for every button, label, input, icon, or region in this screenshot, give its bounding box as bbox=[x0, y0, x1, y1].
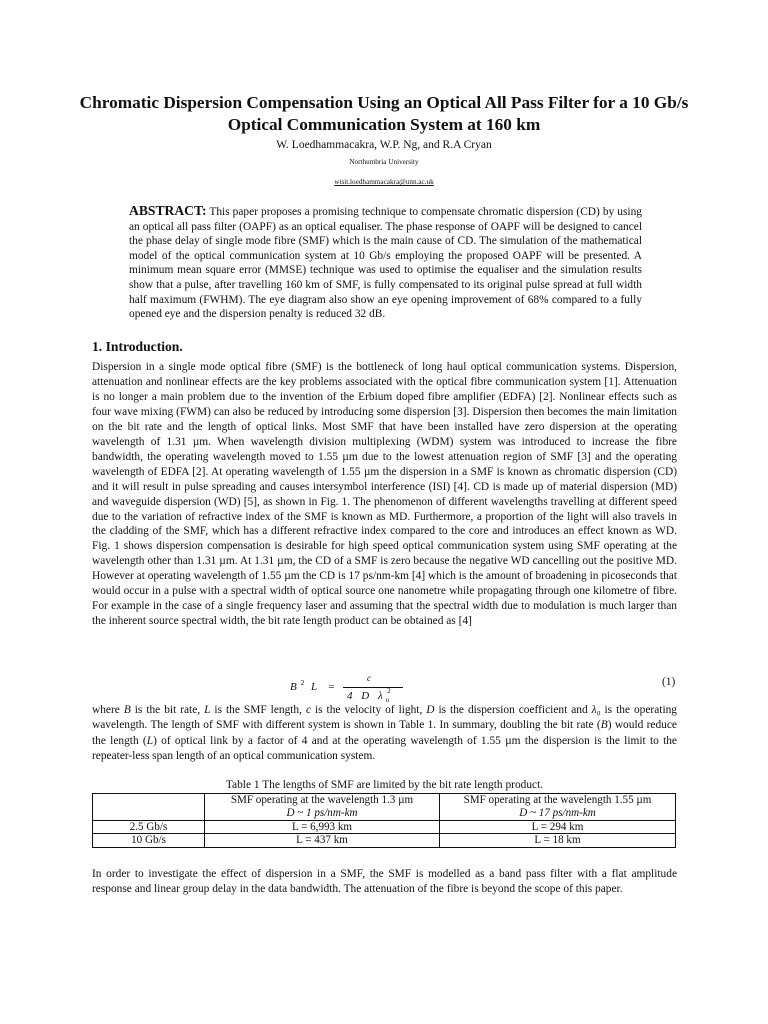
fraction-bar bbox=[343, 687, 403, 688]
smf-length-table bbox=[92, 793, 676, 848]
intro-paragraph-2: where B is the bit rate, L is the SMF length, c is the velocity of light, D is the dispersion coefficient and λ₀ is the operating wavelength. The length of SMF with different system is shown in Table 1. In summary, doubling the bit rate (B) would reduce the length (L) of optical link by a factor of 4 and at the operating wavelength of 1.55 µm the dispersion is the limit to the repeater-less span length of an optical communication system. bbox=[92, 704, 677, 762]
equation-lhs: $B^2$ L = bbox=[290, 679, 340, 693]
table-row bbox=[93, 834, 676, 848]
table-row bbox=[93, 820, 676, 834]
table-header-cell: SMF operating at the wavelength 1.55 µm D ~ 17 ps/nm-km bbox=[440, 794, 676, 821]
abstract bbox=[129, 204, 642, 322]
paper-email bbox=[60, 178, 708, 186]
table-header-cell: SMF operating at the wavelength 1.3 µm D ~ 1 ps/nm-km bbox=[205, 794, 440, 821]
section-heading-introduction: 1. Introduction. bbox=[92, 339, 183, 354]
table-cell: L = 294 km bbox=[440, 820, 676, 834]
table-cell: L = 437 km bbox=[205, 834, 440, 848]
table-cell: 10 Gb/s bbox=[93, 834, 205, 848]
abstract-text: This paper proposes a promising technique to compensate chromatic dispersion (CD) by using an optical all pass filter (OAPF) as an optical equaliser. The phase response of OAPF will be designed to cancel the phase delay of single mode fibre (SMF) which is the main cause of CD. The simulation of the mathematical model of the optical communication system at 10 Gb/s employing the proposed OAPF will be presented. A minimum mean square error (MMSE) technique was used to optimise the equaliser and the simulation results show that a pulse, after travelling 160 km of SMF, is fully compensated to its original pulse spread at full width half maximum (FWHM). The eye diagram also show an eye opening improvement of 68% compared to a fully opened eye and the dispersion penalty is reduced 32 dB. bbox=[129, 206, 642, 321]
table-corner-cell bbox=[93, 794, 205, 821]
equation-1 bbox=[280, 674, 420, 706]
paper-affiliation: Northumbria University bbox=[349, 158, 419, 166]
paper-authors: W. Loedhammacakra, W.P. Ng, and R.A Cryan bbox=[276, 139, 492, 151]
email-link[interactable]: wisit.loedhammacakra@unn.ac.uk bbox=[334, 178, 434, 186]
intro-paragraph-1: Dispersion in a single mode optical fibre (SMF) is the bottleneck of long haul optical communication systems. Dispersion, attenuation and nonlinear effects are the key problems associated with the optical fibre communication system [1]. Attenuation is no longer a main problem due to the invention of the Erbium doped fibre amplifier (EDFA) [2]. Nonlinear effects such as four wave mixing (FWM) can also be reduced by introducing some dispersion [3]. Dispersion then becomes the main limitation on the bit rate and the length of optical links. Most SMF that have been installed have zero dispersion at the operating wavelength of 1.31 µm. When wavelength division multiplexing (WDM) system was introduced to increase the fibre bandwidth, the operating wavelength moved to 1.55 µm due to the lowest attenuation region of SMF [3] and the operating wavelength of EDFA [2]. At operating wavelength of 1.55 µm the dispersion in a SMF is known as chromatic dispersion (CD) and it will result in pulse spreading and causes intersymbol interference (ISI) [4]. CD is made up of material dispersion (MD) and waveguide dispersion (WD) [5], as shown in Fig. 1. The phenomenon of different wavelengths travelling at different speed due to the variation of refractive index of the SMF is known as MD. Furthermore, a proportion of the light will also travels in the cladding of the SMF, which has a different refractive index compared to the core and introduces an effect known as WD. Fig. 1 shows dispersion compensation is desirable for high speed optical communication system using SMF operating at the wavelength other than 1.31 µm. At 1.31 µm, the CD of a SMF is zero because the negative WD cancelling out the positive MD. However at operating wavelength of 1.55 µm the CD is 17 ps/nm-km [4] which is the amount of broadening in picoseconds that would occur in a pulse with a spectral width of optical source one nanometre while propagating through one kilometre of fibre. For example in the case of a single frequency laser and assuming that the spectral width due to modulation is much larger than the inherent source spectral width, the bit rate length product can be obtained as [4] bbox=[92, 361, 677, 628]
table-caption: Table 1 The lengths of SMF are limited by the bit rate length product. bbox=[225, 779, 544, 791]
equation-denominator: 4 D $\lambda_o^2$ bbox=[347, 687, 391, 704]
equation-number: (1) bbox=[662, 676, 676, 688]
table-header-row bbox=[93, 794, 676, 821]
table-cell: L = 6,993 km bbox=[205, 820, 440, 834]
equation-numerator: c bbox=[367, 673, 371, 683]
table-cell: L = 18 km bbox=[440, 834, 676, 848]
abstract-label: ABSTRACT: bbox=[129, 203, 207, 218]
intro-paragraph-3: In order to investigate the effect of dispersion in a SMF, the SMF is modelled as a band pass filter with a flat amplitude response and linear group delay in the data bandwidth. The attenuation of the fibre is beyond the scope of this paper. bbox=[92, 868, 677, 896]
table-cell: 2.5 Gb/s bbox=[93, 820, 205, 834]
paper-title: Chromatic Dispersion Compensation Using an Optical All Pass Filter for a 10 Gb/s Optical Communication System at 160 km bbox=[79, 93, 689, 134]
